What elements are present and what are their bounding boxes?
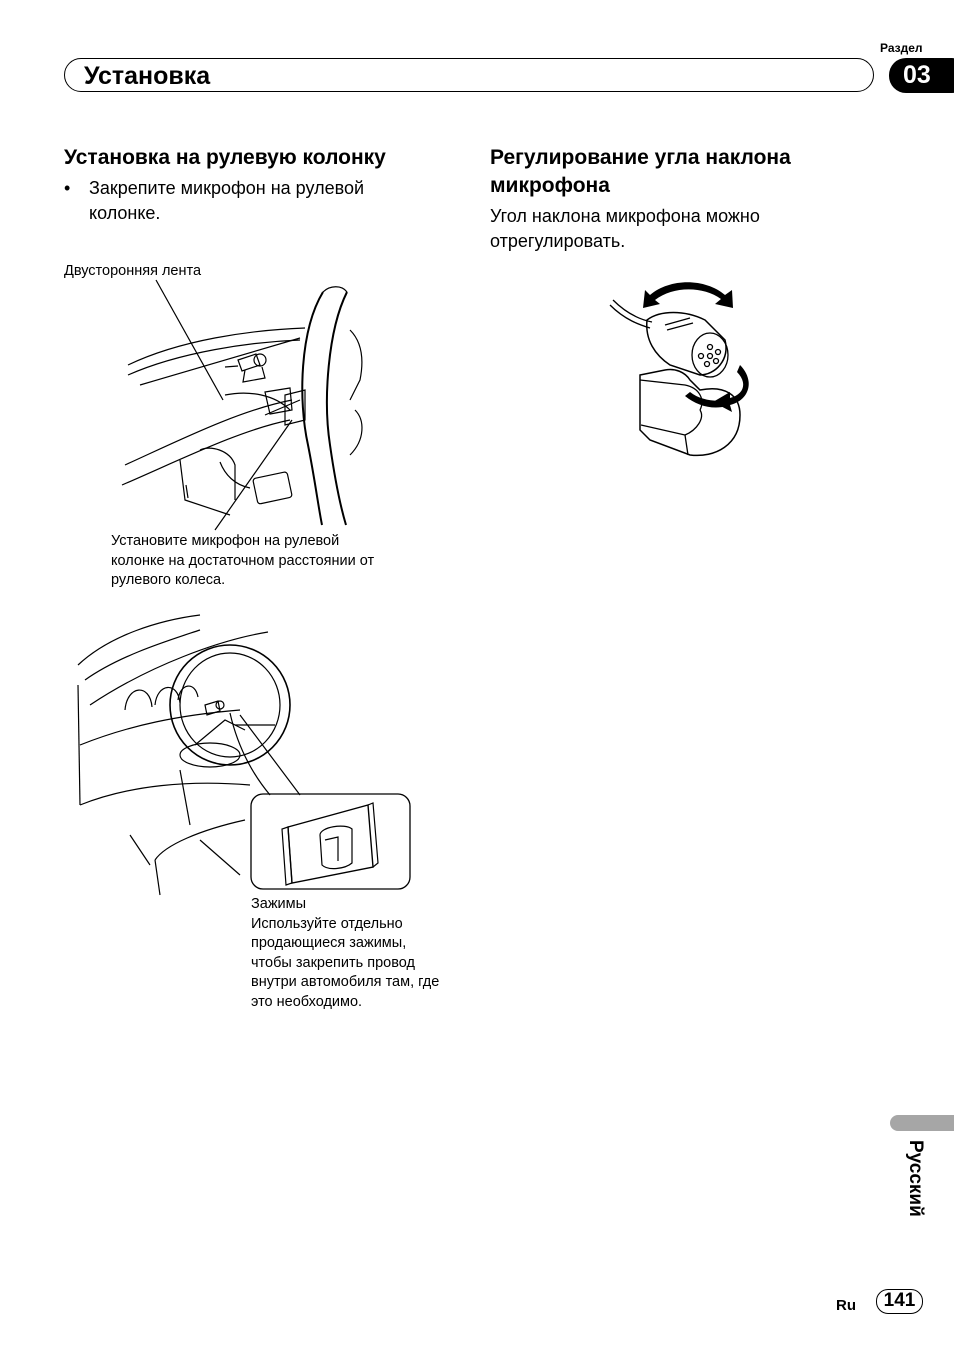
label-double-sided-tape: Двусторонняя лента <box>64 263 202 279</box>
section-number-badge: 03 <box>889 58 954 93</box>
language-tab-bar <box>890 1115 954 1131</box>
page-number: 141 <box>876 1289 923 1314</box>
language-tab-label: Русский <box>905 1140 926 1217</box>
mic-angle-illustration <box>605 280 755 465</box>
footer-lang-code: Ru <box>836 1297 856 1314</box>
section-label: Раздел <box>880 41 923 55</box>
label-mount-instruction: Установите микрофон на рулевой колонке на достаточном расстоянии от рулевого колеса. <box>111 533 375 588</box>
bullet-icon: • <box>64 178 71 198</box>
left-heading: Установка на рулевую колонку <box>64 146 386 169</box>
right-body-text: Угол наклона микрофона можно отрегулировать. <box>490 206 760 251</box>
dashboard-clips-illustration <box>70 605 420 895</box>
steering-column-illustration <box>60 270 380 530</box>
label-clips-text: Используйте отдельно продающиеся зажимы, чтобы закрепить провод внутри автомобиля там, где это необходимо. <box>251 915 440 1010</box>
label-clips <box>251 895 451 1012</box>
label-clips-title: Зажимы <box>251 896 307 912</box>
bullet-text: Закрепите микрофон на рулевой колонке. <box>89 178 365 223</box>
right-heading: Регулирование угла наклона микрофона <box>490 146 791 197</box>
page-title: Установка <box>84 62 211 90</box>
